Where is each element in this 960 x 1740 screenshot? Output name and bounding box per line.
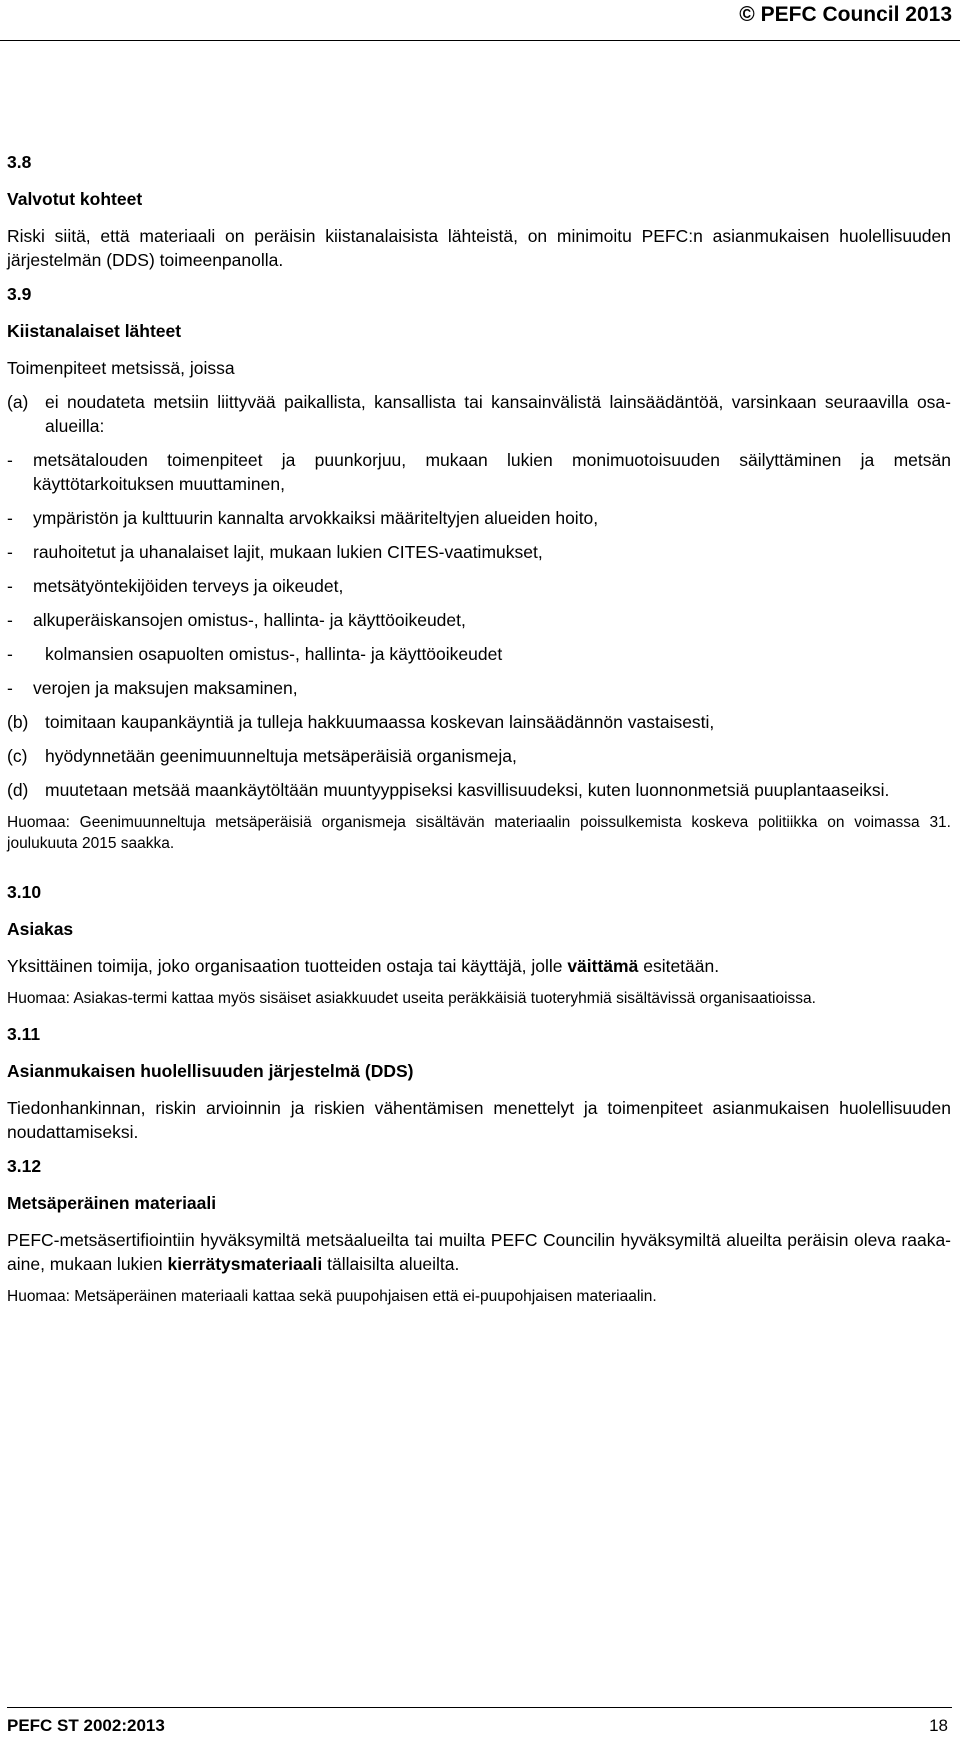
section-number-3-10: 3.10 bbox=[7, 882, 42, 902]
document-body bbox=[7, 150, 951, 1320]
dash-text: metsätalouden toimenpiteet ja puunkorjuu, mukaan lukien monimuotoisuuden säilyttäminen ja metsän käyttötarkoituksen muuttaminen, bbox=[33, 450, 951, 494]
dash-marker: - bbox=[7, 610, 13, 630]
list-item-b bbox=[7, 710, 951, 734]
section-number-3-12: 3.12 bbox=[7, 1156, 42, 1176]
dash-item-3 bbox=[7, 540, 951, 564]
list-label: (d) bbox=[7, 780, 29, 800]
list-text: hyödynnetään geenimuunneltuja metsäperäisiä organismeja, bbox=[45, 746, 517, 766]
section-title-3-10: Asiakas bbox=[7, 919, 74, 939]
dash-item-5 bbox=[7, 608, 951, 632]
dash-marker: - bbox=[7, 542, 13, 562]
list-text: toimitaan kaupankäyntiä ja tulleja hakkuumaassa koskevan lainsäädännön vastaisesti, bbox=[45, 712, 715, 732]
section-title-3-12: Metsäperäinen materiaali bbox=[7, 1193, 217, 1213]
list-label: (b) bbox=[7, 712, 29, 732]
dash-text: rauhoitetut ja uhanalaiset lajit, mukaan lukien CITES-vaatimukset, bbox=[33, 542, 543, 562]
footer-page-number: 18 bbox=[929, 1716, 948, 1735]
footer-rule bbox=[7, 1707, 952, 1708]
list-item-c bbox=[7, 744, 951, 768]
section-title-3-9: Kiistanalaiset lähteet bbox=[7, 321, 182, 341]
list-item-a bbox=[7, 390, 951, 438]
dash-text: metsätyöntekijöiden terveys ja oikeudet, bbox=[33, 576, 344, 596]
section-number-3-8: 3.8 bbox=[7, 152, 32, 172]
list-item-d bbox=[7, 778, 951, 802]
section-text-3-12 bbox=[7, 1228, 951, 1276]
text-run: esitetään. bbox=[638, 956, 720, 976]
header-copyright: © PEFC Council 2013 bbox=[739, 3, 952, 26]
note-3-9: Huomaa: Geenimuunneltuja metsäperäisiä organismeja sisältävän materiaalin poissulkemista koskeva politiikka on voimassa 31. joulukuuta 2015 saakka. bbox=[7, 814, 951, 852]
dash-marker: - bbox=[7, 576, 13, 596]
dash-marker: - bbox=[7, 450, 13, 470]
bold-term: kierrätysmateriaali bbox=[167, 1254, 323, 1274]
section-text-3-10 bbox=[7, 954, 951, 978]
section-intro-3-9: Toimenpiteet metsissä, joissa bbox=[7, 358, 235, 378]
text-run: Yksittäinen toimija, joko organisaation tuotteiden ostaja tai käyttäjä, jolle bbox=[7, 956, 568, 976]
section-title-3-11: Asianmukaisen huolellisuuden järjestelmä (DDS) bbox=[7, 1061, 414, 1081]
dash-text: kolmansien osapuolten omistus-, hallinta- ja käyttöoikeudet bbox=[45, 644, 503, 664]
dash-item-6 bbox=[7, 642, 951, 666]
dash-marker: - bbox=[7, 508, 13, 528]
text-run: PEFC-metsäsertifiointiin hyväksymiltä metsäalueilta tai muilta PEFC Councilin hyväksymiltä alueilta peräisin oleva raaka-aine, mukaan lukien bbox=[7, 1230, 951, 1274]
dash-item-2 bbox=[7, 506, 951, 530]
section-number-3-11: 3.11 bbox=[7, 1024, 41, 1044]
dash-marker: - bbox=[7, 678, 13, 698]
note-3-12: Huomaa: Metsäperäinen materiaali kattaa sekä puupohjaisen että ei-puupohjaisen materiaalin. bbox=[7, 1288, 657, 1305]
section-number-3-9: 3.9 bbox=[7, 284, 32, 304]
section-title-3-8: Valvotut kohteet bbox=[7, 189, 143, 209]
dash-text: verojen ja maksujen maksaminen, bbox=[33, 678, 298, 698]
footer-doc-id: PEFC ST 2002:2013 bbox=[7, 1716, 165, 1735]
list-label: (c) bbox=[7, 746, 28, 766]
dash-text: ympäristön ja kulttuurin kannalta arvokkaiksi määriteltyjen alueiden hoito, bbox=[33, 508, 599, 528]
text-run: tällaisilta alueilta. bbox=[322, 1254, 460, 1274]
list-text: ei noudateta metsiin liittyvää paikallista, kansallista tai kansainvälistä lainsäädäntöä, varsinkaan seuraavilla osa-alueilla: bbox=[45, 392, 951, 436]
list-text: muutetaan metsää maankäytöltään muuntyyppiseksi kasvillisuudeksi, kuten luonnonmetsiä puuplantaaseiksi. bbox=[45, 780, 890, 800]
list-label: (a) bbox=[7, 392, 29, 412]
dash-text: alkuperäiskansojen omistus-, hallinta- ja käyttöoikeudet, bbox=[33, 610, 466, 630]
dash-marker: - bbox=[7, 644, 13, 664]
bold-term: väittämä bbox=[567, 956, 639, 976]
dash-item-7 bbox=[7, 676, 951, 700]
section-text-3-8: Riski siitä, että materiaali on peräisin kiistanalaisista lähteistä, on minimoitu PEFC:n asianmukaisen huolellisuuden järjestelmän (DDS) toimeenpanolla. bbox=[7, 226, 951, 270]
dash-item-4 bbox=[7, 574, 951, 598]
section-text-3-11: Tiedonhankinnan, riskin arvioinnin ja riskien vähentämisen menettelyt ja toimenpiteet asianmukaisen huolellisuuden noudattamiseksi. bbox=[7, 1098, 951, 1142]
note-3-10: Huomaa: Asiakas-termi kattaa myös sisäiset asiakkuudet useita peräkkäisiä tuoteryhmiä sisältävissä organisaatioissa. bbox=[7, 990, 816, 1007]
header-rule bbox=[0, 40, 960, 41]
dash-item-1 bbox=[7, 448, 951, 496]
